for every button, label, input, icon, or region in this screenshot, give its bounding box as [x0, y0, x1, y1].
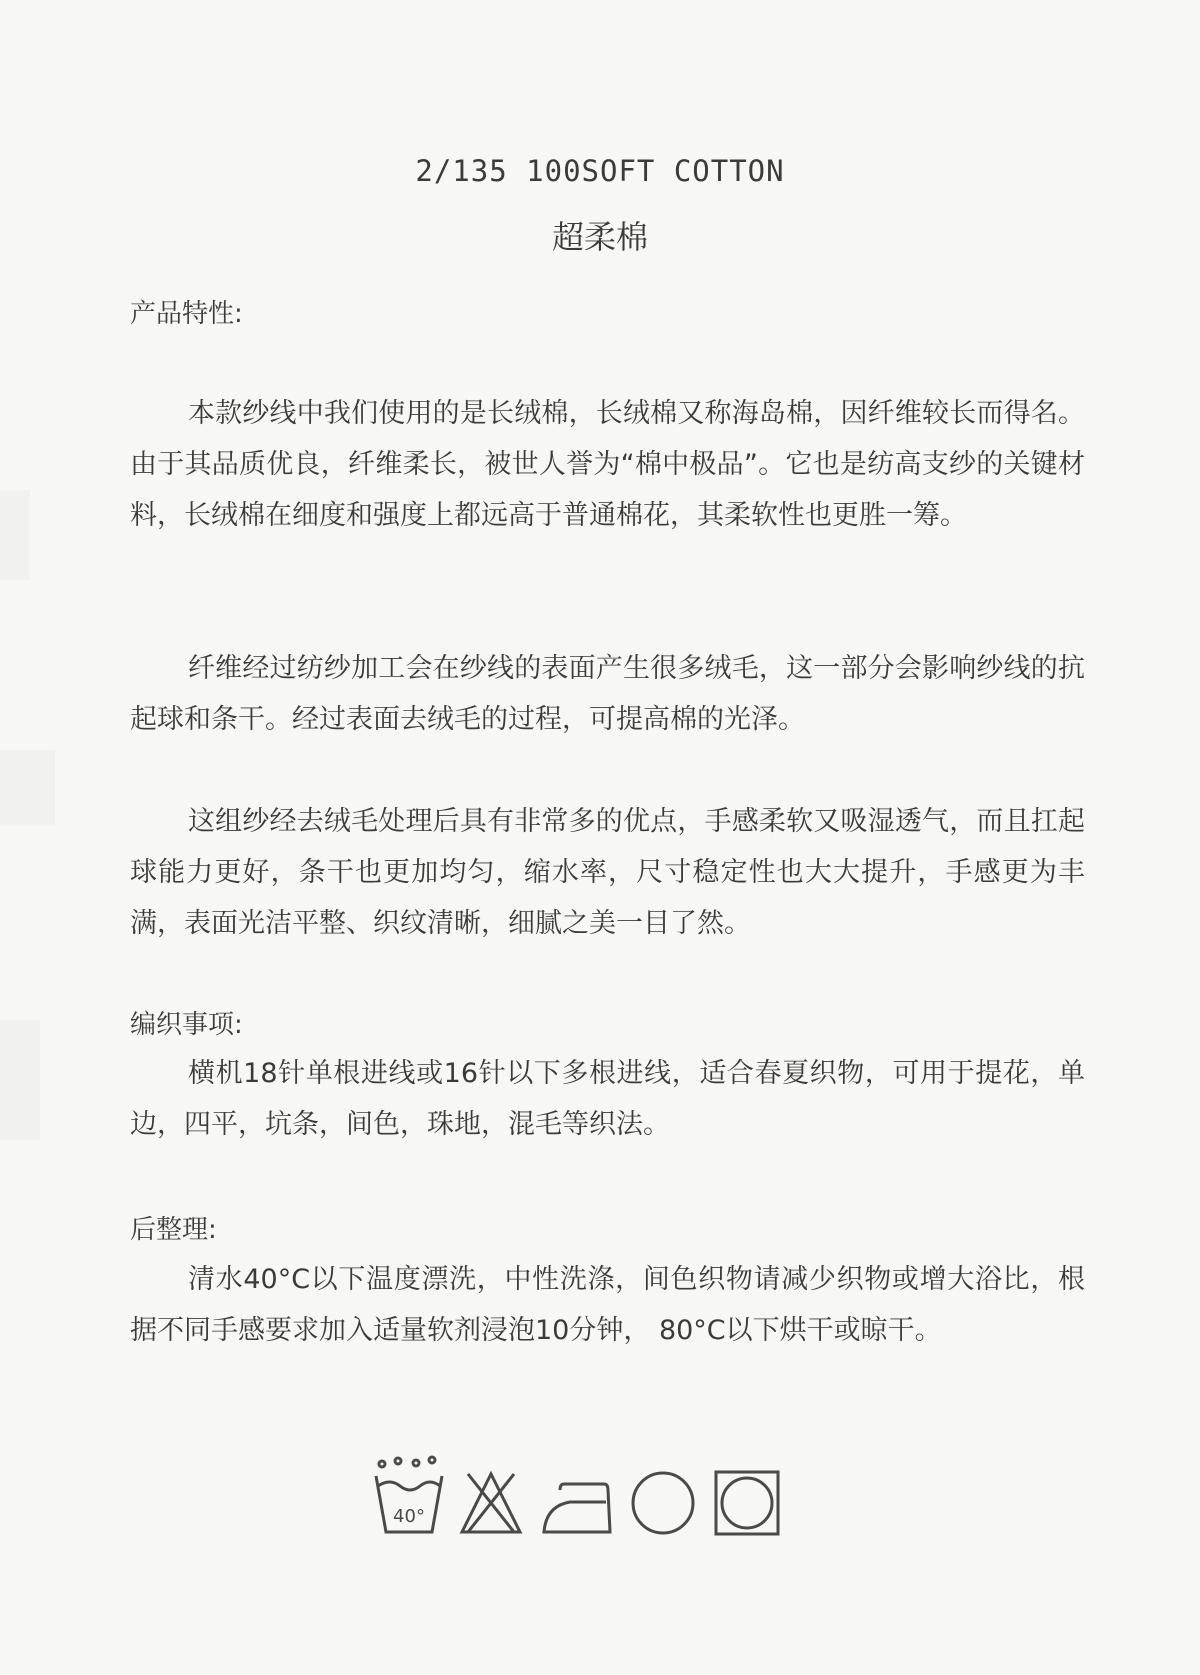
features-paragraph-1: 本款纱线中我们使用的是长绒棉，长绒棉又称海岛棉，因纤维较长而得名。由于其品质优良，纤维柔长，被世人誉为“棉中极品”。它也是纺高支纱的关键材料，长绒棉在细度和强度上都远高于普通棉花，其柔软性也更胜一筹。: [130, 398, 1085, 531]
care-symbols: [370, 1448, 782, 1538]
wash-temperature-label: 40°: [393, 1506, 425, 1527]
features-heading: 产品特性:: [130, 299, 243, 329]
features-paragraph-2: 纤维经过纺纱加工会在纱线的表面产生很多绒毛，这一部分会影响纱线的抗起球和条干。经过表面去绒毛的过程，可提高棉的光泽。: [130, 653, 1085, 735]
features-paragraph-3: 这组纱经去绒毛处理后具有非常多的优点，手感柔软又吸湿透气，而且扛起球能力更好，条干也更加均匀，缩水率，尺寸稳定性也大大提升，手感更为丰满，表面光洁平整、织纹清晰，细腻之美一目了然。: [130, 806, 1085, 939]
knitting-paragraph: 横机18针单根进线或16针以下多根进线，适合春夏织物，可用于提花，单边，四平，坑条，间色，珠地，混毛等织法。: [130, 1058, 1085, 1140]
scan-smudge: [0, 750, 55, 825]
wash-40-icon: [370, 1452, 448, 1538]
tumble-dry-icon: [712, 1468, 782, 1538]
scan-smudge: [0, 490, 30, 580]
finishing-heading: 后整理:: [130, 1215, 217, 1245]
title-english: 2/135 100SOFT COTTON: [415, 154, 785, 188]
scan-smudge: [0, 1020, 40, 1140]
iron-icon: [540, 1476, 616, 1538]
title-chinese: 超柔棉: [551, 218, 648, 256]
finishing-paragraph: 清水40°C以下温度漂洗，中性洗涤，间色织物请减少织物或增大浴比，根据不同手感要求加入适量软剂浸泡10分钟， 80°C以下烘干或晾干。: [130, 1264, 1085, 1346]
dry-clean-icon: [628, 1468, 698, 1538]
no-bleach-icon: [456, 1468, 526, 1538]
knitting-heading: 编织事项:: [130, 1010, 243, 1040]
